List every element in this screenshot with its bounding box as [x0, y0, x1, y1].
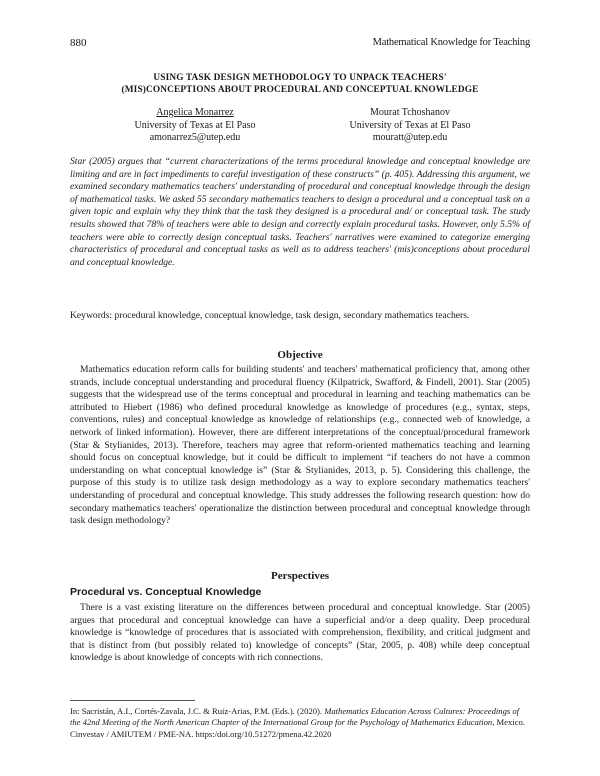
page-number: 880 — [70, 37, 87, 49]
perspectives-subheading: Procedural vs. Conceptual Knowledge — [70, 586, 262, 598]
author-email: amonarrez5@utep.edu — [149, 132, 241, 144]
author-name: Angelica Monarrez — [156, 107, 234, 118]
author-name: Mourat Tchoshanov — [370, 107, 450, 118]
citation-footer — [70, 706, 530, 740]
keywords: Keywords: procedural knowledge, conceptual knowledge, task design, secondary mathematics teachers. — [70, 310, 470, 321]
author-block-1 — [80, 107, 310, 145]
objective-heading: Objective — [277, 349, 323, 361]
title-line-2: (MIS)CONCEPTIONS ABOUT PROCEDURAL AND CONCEPTUAL KNOWLEDGE — [121, 85, 479, 95]
perspectives-heading: Perspectives — [270, 570, 330, 582]
author-affiliation: University of Texas at El Paso — [349, 119, 471, 131]
footer-proceedings-title: Mathematics Education Across Cultures: Proceedings of the 42nd Meeting of the North American Chapter of the International Group for the Psychology of Mathematics Education — [70, 706, 520, 728]
author-block-2 — [295, 107, 525, 145]
author-affiliation: University of Texas at El Paso — [134, 119, 256, 131]
footer-suffix: , Mexico. Cinvestav / AMIUTEM / PME-NA. https:/doi.org/10.51272/pmena.42.2020 — [70, 717, 525, 739]
running-head: Mathematical Knowledge for Teaching — [372, 37, 530, 48]
perspectives-paragraph: There is a vast existing literature on the differences between procedural and conceptual knowledge. Star (2005) argues that procedural and conceptual knowledge can have a superficial and/or a deep quality. Deep procedural knowledge is “knowledge of procedures that is associated with comprehension, flexibility, and critical judgment and that is distinct from (but possibly related to) knowledge of concepts” (Star, 2005, p. 408) while deep conceptual knowledge is about knowledge of concepts with rich connections. — [70, 602, 530, 664]
objective-paragraph: Mathematics education reform calls for building students' and teachers' mathematical proficiency that, among other strands, include conceptual understanding and procedural fluency (Kilpatrick, Swafford, & Findell, 2001). Star (2005) suggests that the widespread use of the terms conceptual and procedural in learning and teaching mathematics can be attributed to Hiebert (1986) who defined procedural knowledge as knowledge of procedures (e.g., syntax, steps, conventions, rules) and conceptual knowledge as knowledge of relationships (e.g., connected web of knowledge, a network of linked information). However, there are different interpretations of the conceptual/procedural framework (Star & Stylianides, 2013). Therefore, teachers may agree that reform-oriented mathematics teaching and learning should focus on conceptual knowledge, but it could be difficult to implement “if teachers do not have a common understanding on what conceptual knowledge is” (Star & Stylianides, 2013, p. 5). Considering this challenge, the purpose of this study is to utilize task design methodology as a way to explore secondary mathematics teachers' understanding of procedural and conceptual knowledge. This study addresses the following research question: how do secondary mathematics teachers' operationalize the distinction between procedural and conceptual knowledge through task design methodology? — [70, 364, 530, 527]
abstract: Star (2005) argues that “current characterizations of the terms procedural knowledge and conceptual knowledge are limiting and are in fact impediments to careful investigation of these constructs” (p. 405). Addressing this argument, we examined secondary mathematics teachers' understanding of procedural and conceptual knowledge through the design of mathematical tasks. We asked 55 secondary mathematics teachers to design a procedural and a conceptual task on a given topic and explain why they think that the task they designed is a procedural and/ or conceptual task. The study results showed that 78% of teachers were able to design and correctly explain procedural tasks. However, only 5.5% of teachers were able to correctly design conceptual tasks. Teachers' narratives were examined to categorize emerging characteristics of procedural and conceptual tasks as well as to address teachers' (mis)conceptions about procedural and conceptual knowledge. — [70, 156, 530, 268]
footnote-divider — [70, 700, 195, 701]
paper-title — [70, 72, 530, 96]
footer-prefix: In: Sacristán, A.I., Cortés-Zavala, J.C. & Ruiz-Arias, P.M. (Eds.). (2020). — [70, 706, 323, 716]
author-email: mouratt@utep.edu — [372, 132, 448, 144]
title-line-1: USING TASK DESIGN METHODOLOGY TO UNPACK TEACHERS' — [153, 73, 447, 83]
